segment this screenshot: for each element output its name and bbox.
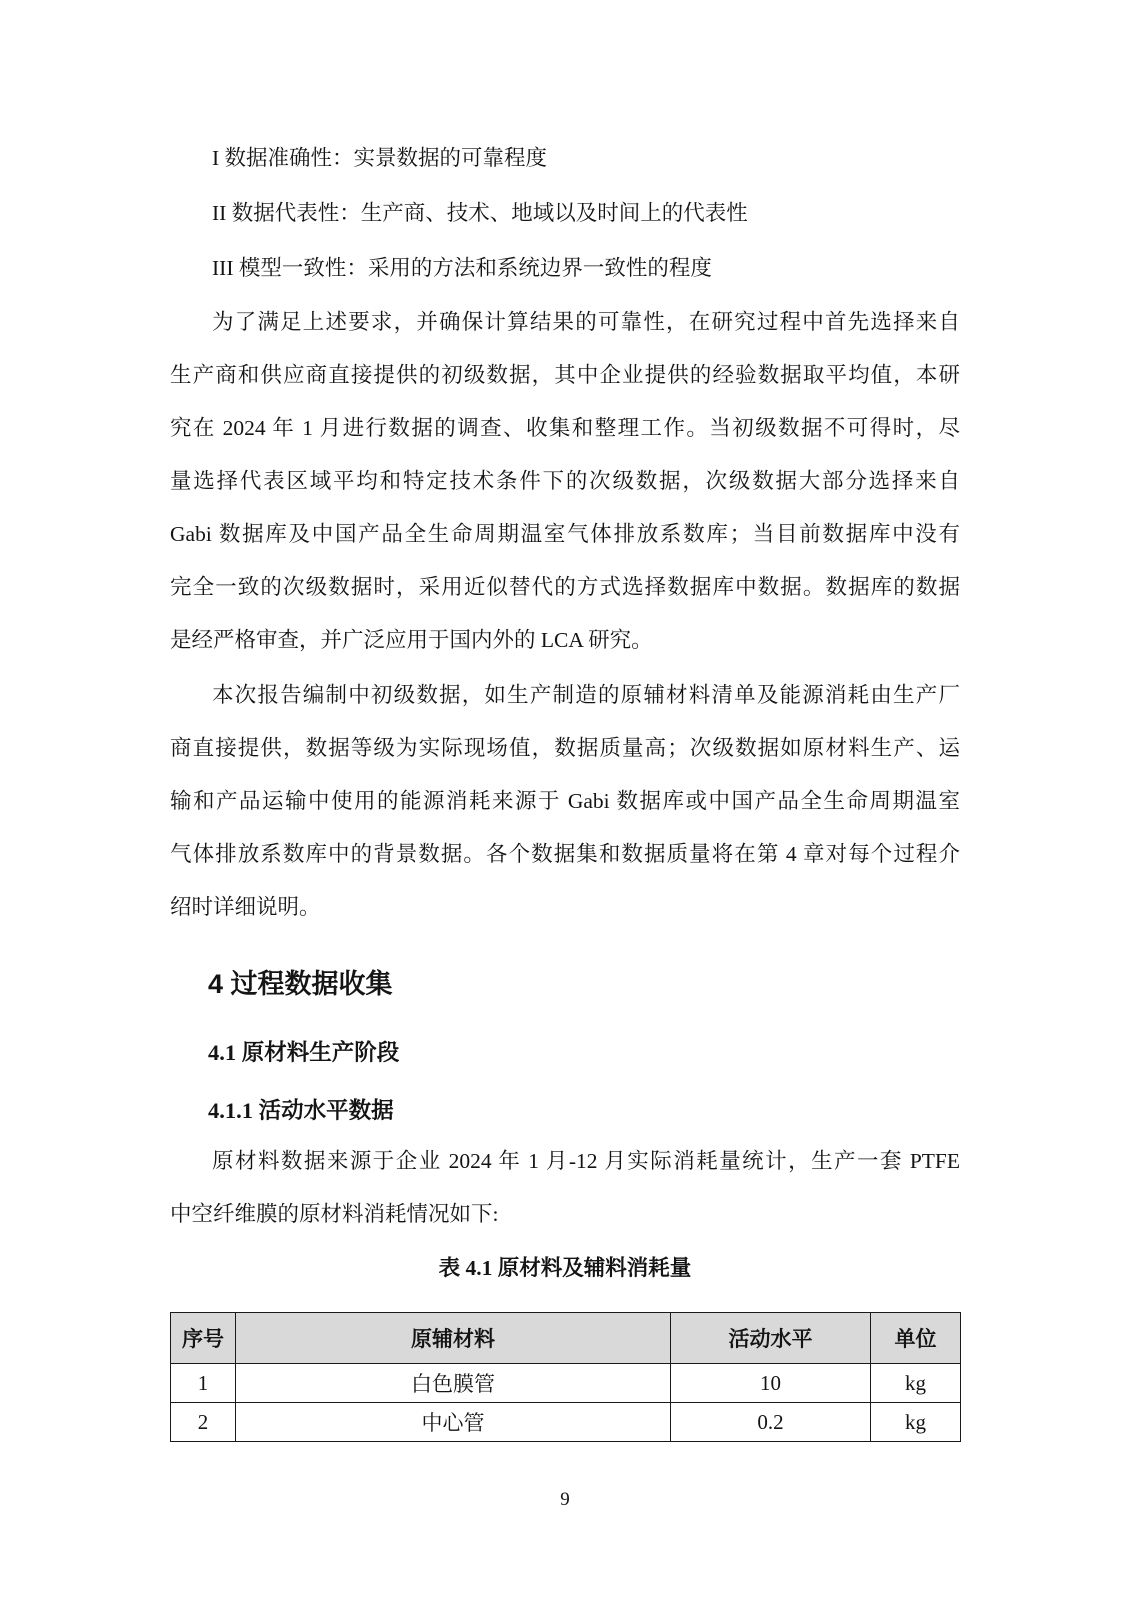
paragraph-primary-secondary-data [170, 669, 960, 934]
paragraph-line: 是经严格审查，并广泛应用于国内外的 LCA 研究。 [170, 628, 653, 652]
paragraph-line: 输和产品运输中使用的能源消耗来源于 Gabi 数据库或中国产品全生命周期温室 [170, 789, 960, 813]
paragraph-line: 量选择代表区域平均和特定技术条件下的次级数据，次级数据大部分选择来自 [170, 469, 960, 493]
table-cell: 2 [171, 1403, 236, 1442]
paragraph-raw-material-data [170, 1135, 960, 1241]
table-row [171, 1364, 961, 1403]
paragraph-line: 气体排放系数库中的背景数据。各个数据集和数据质量将在第 4 章对每个过程介 [170, 842, 960, 866]
consumption-table [170, 1312, 961, 1442]
table-cell: 1 [171, 1364, 236, 1403]
table-cell: 中心管 [236, 1403, 671, 1442]
paragraph-line: 为了满足上述要求，并确保计算结果的可靠性，在研究过程中首先选择来自 [212, 310, 960, 334]
table-header-cell: 序号 [171, 1313, 236, 1364]
section-heading-4-1-1: 4.1.1 活动水平数据 [208, 1098, 394, 1123]
paragraph-line: 绍时详细说明。 [170, 895, 321, 919]
quality-criterion-1: I 数据准确性：实景数据的可靠程度 [212, 146, 548, 170]
table-cell: 0.2 [671, 1403, 871, 1442]
paragraph-line: 完全一致的次级数据时，采用近似替代的方式选择数据库中数据。数据库的数据 [170, 575, 960, 599]
table-cell: 白色膜管 [236, 1364, 671, 1403]
table-cell: 10 [671, 1364, 871, 1403]
table-cell: kg [871, 1364, 961, 1403]
table-header-cell: 活动水平 [671, 1313, 871, 1364]
quality-criterion-3: III 模型一致性：采用的方法和系统边界一致性的程度 [212, 256, 712, 280]
paragraph-line: 商直接提供，数据等级为实际现场值，数据质量高；次级数据如原材料生产、运 [170, 736, 960, 760]
paragraph-line: 中空纤维膜的原材料消耗情况如下: [170, 1202, 499, 1226]
paragraph-line: 生产商和供应商直接提供的初级数据，其中企业提供的经验数据取平均值，本研 [170, 363, 960, 387]
table-row [171, 1403, 961, 1442]
section-heading-4: 4 过程数据收集 [208, 969, 393, 999]
table-cell: kg [871, 1403, 961, 1442]
paragraph-line: 原材料数据来源于企业 2024 年 1 月-12 月实际消耗量统计，生产一套 PTFE [212, 1149, 960, 1173]
paragraph-line: Gabi 数据库及中国产品全生命周期温室气体排放系数库；当目前数据库中没有 [170, 522, 960, 546]
table-header-cell: 单位 [871, 1313, 961, 1364]
section-heading-4-1: 4.1 原材料生产阶段 [208, 1040, 400, 1065]
quality-criterion-2: II 数据代表性：生产商、技术、地域以及时间上的代表性 [212, 201, 748, 225]
page-number: 9 [560, 1489, 570, 1510]
table-header-cell: 原辅材料 [236, 1313, 671, 1364]
paragraph-line: 究在 2024 年 1 月进行数据的调查、收集和整理工作。当初级数据不可得时，尽 [170, 416, 960, 440]
paragraph-line: 本次报告编制中初级数据，如生产制造的原辅材料清单及能源消耗由生产厂 [212, 683, 960, 707]
table-header-row [171, 1313, 961, 1364]
paragraph-data-selection [170, 296, 960, 667]
table-caption: 表 4.1 原材料及辅料消耗量 [438, 1256, 692, 1280]
